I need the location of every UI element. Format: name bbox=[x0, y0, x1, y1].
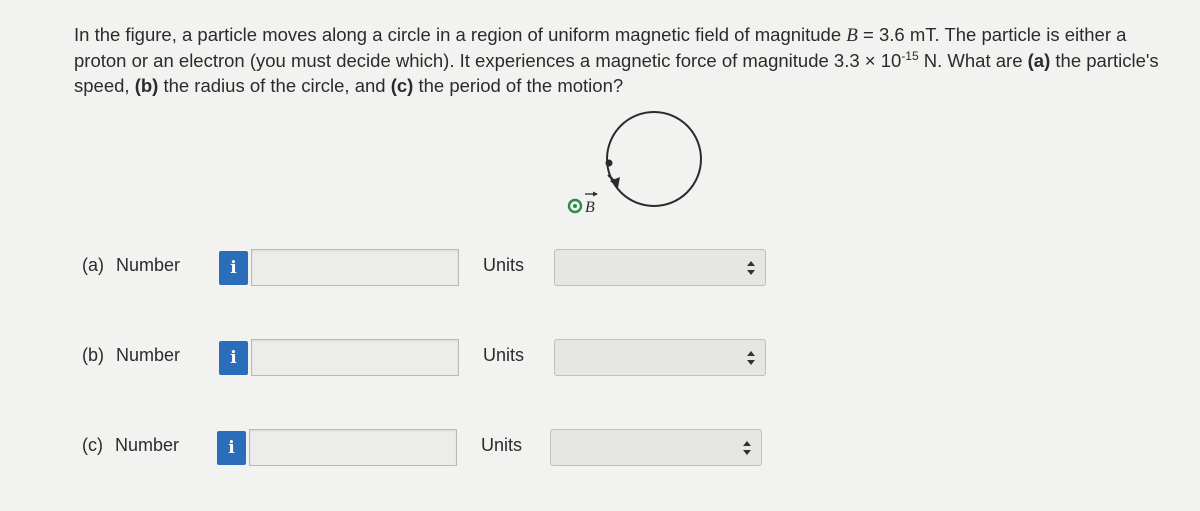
question-text bbox=[74, 22, 1174, 98]
select-arrows-icon bbox=[746, 349, 756, 367]
part-a-label bbox=[82, 255, 180, 276]
part-c-label bbox=[82, 435, 179, 456]
field-label: B bbox=[585, 199, 595, 216]
units-label: Units bbox=[481, 435, 523, 455]
units-label: Units bbox=[483, 345, 525, 365]
particle-dot bbox=[606, 160, 613, 167]
part-tag: (c) bbox=[82, 435, 103, 455]
number-input-b[interactable] bbox=[251, 339, 459, 376]
number-label: Number bbox=[116, 345, 181, 365]
part-tag: (a) bbox=[82, 255, 104, 275]
figure-svg bbox=[560, 105, 720, 225]
units-label: Units bbox=[483, 255, 525, 275]
number-label: Number bbox=[115, 435, 180, 455]
select-arrows-icon bbox=[742, 439, 752, 457]
units-select-a[interactable] bbox=[554, 249, 766, 286]
question-line-1: In the figure, a particle moves along a circle in a region of uniform magnetic field of magnitude B = 3.6 mT. The particle is either a bbox=[74, 24, 1127, 46]
number-input-c[interactable] bbox=[249, 429, 457, 466]
info-button[interactable]: i bbox=[219, 341, 248, 375]
info-button[interactable]: i bbox=[219, 251, 248, 285]
answer-row-b bbox=[0, 336, 1200, 380]
units-select-b[interactable] bbox=[554, 339, 766, 376]
answer-row-a bbox=[0, 246, 1200, 290]
question-line-3: speed, (b) the radius of the circle, and (c) the period of the motion? bbox=[74, 75, 624, 96]
answer-row-c bbox=[0, 426, 1200, 470]
select-arrows-icon bbox=[746, 259, 756, 277]
number-label: Number bbox=[116, 255, 181, 275]
info-button[interactable]: i bbox=[217, 431, 246, 465]
number-input-a[interactable] bbox=[251, 249, 459, 286]
particle-path-circle bbox=[607, 112, 701, 206]
field-vector-arrowhead-icon bbox=[593, 192, 598, 197]
units-select-c[interactable] bbox=[550, 429, 762, 466]
field-symbol-dot bbox=[573, 204, 577, 208]
part-tag: (b) bbox=[82, 345, 104, 365]
question-line-2: proton or an electron (you must decide which). It experiences a magnetic force of magnitude $3.3 \times 10^{-15}$ N. What are (a) the particle's bbox=[74, 49, 1159, 71]
circular-motion-figure bbox=[560, 105, 720, 225]
part-b-label bbox=[82, 345, 180, 366]
